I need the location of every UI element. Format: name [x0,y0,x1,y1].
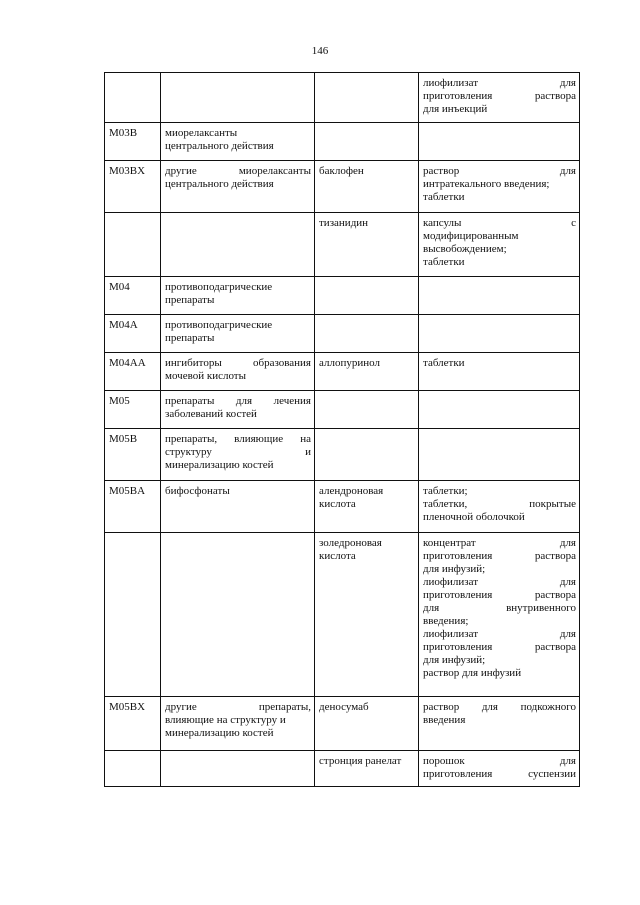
group-line [165,178,311,191]
form-line [423,563,576,576]
group-word: влияющие [234,433,284,445]
drug-cell [315,123,419,161]
form-word: лиофилизат [423,77,479,89]
form-line [423,615,576,628]
form-word: раствора [534,641,576,653]
group-cell [161,391,315,429]
drug-line [319,485,415,498]
group-cell [161,353,315,391]
group-cell [161,73,315,123]
drug-word: алендроновая [319,485,384,497]
atc-code-cell: M05BX [105,697,161,751]
group-line [165,370,311,383]
form-word: раствора [534,589,576,601]
drug-word: тизанидин [319,217,369,229]
form-line [423,191,576,204]
form-line [423,755,576,768]
table-row [105,123,580,161]
group-word: препараты, [258,701,311,713]
drug-cell [315,481,419,533]
dosage-form-cell [419,277,580,315]
atc-code-cell [105,73,161,123]
drug-cell [315,161,419,213]
dosage-form-cell [419,315,580,353]
atc-code-cell: M04AA [105,353,161,391]
form-line [423,178,576,191]
form-line [423,77,576,90]
group-line [165,332,311,345]
form-word: введения; [423,615,469,627]
dosage-form-cell [419,353,580,391]
group-line [165,294,311,307]
group-word: центрального действия [165,140,274,152]
group-word: ингибиторы [165,357,222,369]
form-word: приготовления [423,90,493,102]
dosage-form-cell [419,73,580,123]
drug-word: деносумаб [319,701,369,713]
form-word: пленочной оболочкой [423,511,525,523]
group-cell [161,429,315,481]
table-row [105,391,580,429]
form-word: порошок [423,755,465,767]
drug-cell [315,73,419,123]
form-word: интратекального введения; [423,178,550,190]
table-row [105,533,580,697]
dosage-form-cell [419,533,580,697]
drug-cell [315,533,419,697]
form-word: суспензии [528,768,576,780]
form-line [423,256,576,269]
group-cell [161,481,315,533]
drug-line [319,550,415,563]
atc-code-cell: M05BA [105,481,161,533]
form-line [423,498,576,511]
group-word: миорелаксанты [165,127,238,139]
group-word: другие [165,165,197,177]
form-word: высвобождением; [423,243,507,255]
form-word: модифицированным [423,230,519,242]
form-word: для [559,576,576,588]
form-word: приготовления [423,589,493,601]
form-word: раствор [423,701,460,713]
group-word: минерализацию костей [165,459,274,471]
atc-code-cell [105,751,161,787]
group-word: центрального действия [165,178,274,190]
group-line [165,127,311,140]
form-word: раствор для инфузий [423,667,522,679]
drug-line [319,701,415,714]
drug-cell [315,429,419,481]
group-line [165,701,311,714]
atc-code-cell: M04A [105,315,161,353]
drug-cell [315,277,419,315]
form-line [423,537,576,550]
atc-code-cell: M05 [105,391,161,429]
drug-cell [315,391,419,429]
form-word: для инъекций [423,103,488,115]
form-word: для инфузий; [423,654,486,666]
group-cell [161,697,315,751]
form-word: для [481,701,498,713]
table-row [105,213,580,277]
drug-cell [315,315,419,353]
group-word: заболеваний костей [165,408,257,420]
dosage-form-cell [419,391,580,429]
group-line [165,395,311,408]
form-word: для [559,755,576,767]
drug-word: стронция ранелат [319,755,402,767]
group-word: и [305,446,311,458]
form-line [423,602,576,615]
table-row [105,429,580,481]
page-number: 146 [311,45,329,57]
group-word: препараты [165,395,215,407]
group-line [165,408,311,421]
form-line [423,667,576,680]
group-line [165,485,311,498]
group-word: образования [252,357,311,369]
form-word: для [559,537,576,549]
group-cell [161,533,315,697]
form-word: внутривенного [506,602,576,614]
form-line [423,641,576,654]
form-word: приготовления [423,768,493,780]
drug-word: золедроновая [319,537,382,549]
dosage-form-cell [419,751,580,787]
form-word: приготовления [423,641,493,653]
group-line [165,357,311,370]
group-word: миорелаксанты [238,165,311,177]
group-word: препараты, [165,433,218,445]
dosage-form-cell [419,697,580,751]
form-word: раствора [534,550,576,562]
form-word: таблетки [423,256,465,268]
group-word: лечения [273,395,311,407]
form-line [423,357,576,370]
group-word: минерализацию костей [165,727,274,739]
group-cell [161,161,315,213]
group-cell [161,123,315,161]
atc-code-cell: M05B [105,429,161,481]
group-word: противоподагрические [165,281,273,293]
drug-line [319,755,415,768]
form-line [423,485,576,498]
drug-cell [315,353,419,391]
atc-code-cell [105,533,161,697]
form-line [423,654,576,667]
group-word: мочевой кислоты [165,370,247,382]
table-row [105,751,580,787]
form-word: для [559,165,576,177]
group-line [165,319,311,332]
form-word: капсулы [423,217,462,229]
form-word: таблетки, [423,498,468,510]
drug-cell [315,751,419,787]
form-word: приготовления [423,550,493,562]
drug-line [319,498,415,511]
form-word: таблетки [423,191,465,203]
group-line [165,727,311,740]
drug-line [319,217,415,230]
dosage-form-cell [419,481,580,533]
table-row [105,161,580,213]
table-row [105,481,580,533]
form-word: для [559,77,576,89]
drug-cell [315,213,419,277]
drug-word: кислота [319,550,356,562]
dosage-form-cell [419,429,580,481]
form-word: покрытые [529,498,576,510]
drug-line [319,165,415,178]
form-word: таблетки [423,357,465,369]
group-cell [161,751,315,787]
group-word: препараты [165,332,215,344]
form-line [423,714,576,727]
group-line [165,433,311,446]
group-word: другие [165,701,197,713]
form-line [423,576,576,589]
group-line [165,281,311,294]
group-line [165,459,311,472]
group-word: для [235,395,253,407]
group-word: структуру [165,446,212,458]
group-line [165,714,311,727]
form-word: для инфузий; [423,563,486,575]
group-word: препараты [165,294,215,306]
form-word: раствора [534,90,576,102]
form-word: для [559,628,576,640]
dosage-form-cell [419,161,580,213]
drug-line [319,357,415,370]
form-line [423,589,576,602]
form-word: лиофилизат [423,628,479,640]
form-word: подкожного [520,701,576,713]
table-row [105,315,580,353]
form-word: введения [423,714,466,726]
form-word: для [423,602,440,614]
table-row [105,697,580,751]
form-word: таблетки; [423,485,468,497]
atc-code-cell: M03BX [105,161,161,213]
table-row [105,73,580,123]
form-word: с [571,217,576,229]
group-line [165,140,311,153]
dosage-form-cell [419,213,580,277]
drug-line [319,537,415,550]
table-row [105,353,580,391]
form-line [423,550,576,563]
drug-word: кислота [319,498,356,510]
group-line [165,446,311,459]
drug-table [104,72,580,787]
form-line [423,90,576,103]
form-line [423,243,576,256]
group-word: бифосфонаты [165,485,230,497]
form-line [423,511,576,524]
group-cell [161,277,315,315]
form-line [423,768,576,781]
atc-code-cell: M04 [105,277,161,315]
form-line [423,230,576,243]
group-word: влияющие на структуру и [165,714,286,726]
group-cell [161,213,315,277]
form-line [423,628,576,641]
drug-word: аллопуринол [319,357,380,369]
form-line [423,165,576,178]
form-word: концентрат [423,537,476,549]
form-word: раствор [423,165,460,177]
dosage-form-cell [419,123,580,161]
group-word: противоподагрические [165,319,273,331]
form-line [423,701,576,714]
group-cell [161,315,315,353]
group-line [165,165,311,178]
drug-word: баклофен [319,165,364,177]
form-word: лиофилизат [423,576,479,588]
group-word: на [300,433,311,445]
table-row [105,277,580,315]
form-line [423,217,576,230]
drug-cell [315,697,419,751]
atc-code-cell: M03B [105,123,161,161]
form-line [423,103,576,116]
atc-code-cell [105,213,161,277]
